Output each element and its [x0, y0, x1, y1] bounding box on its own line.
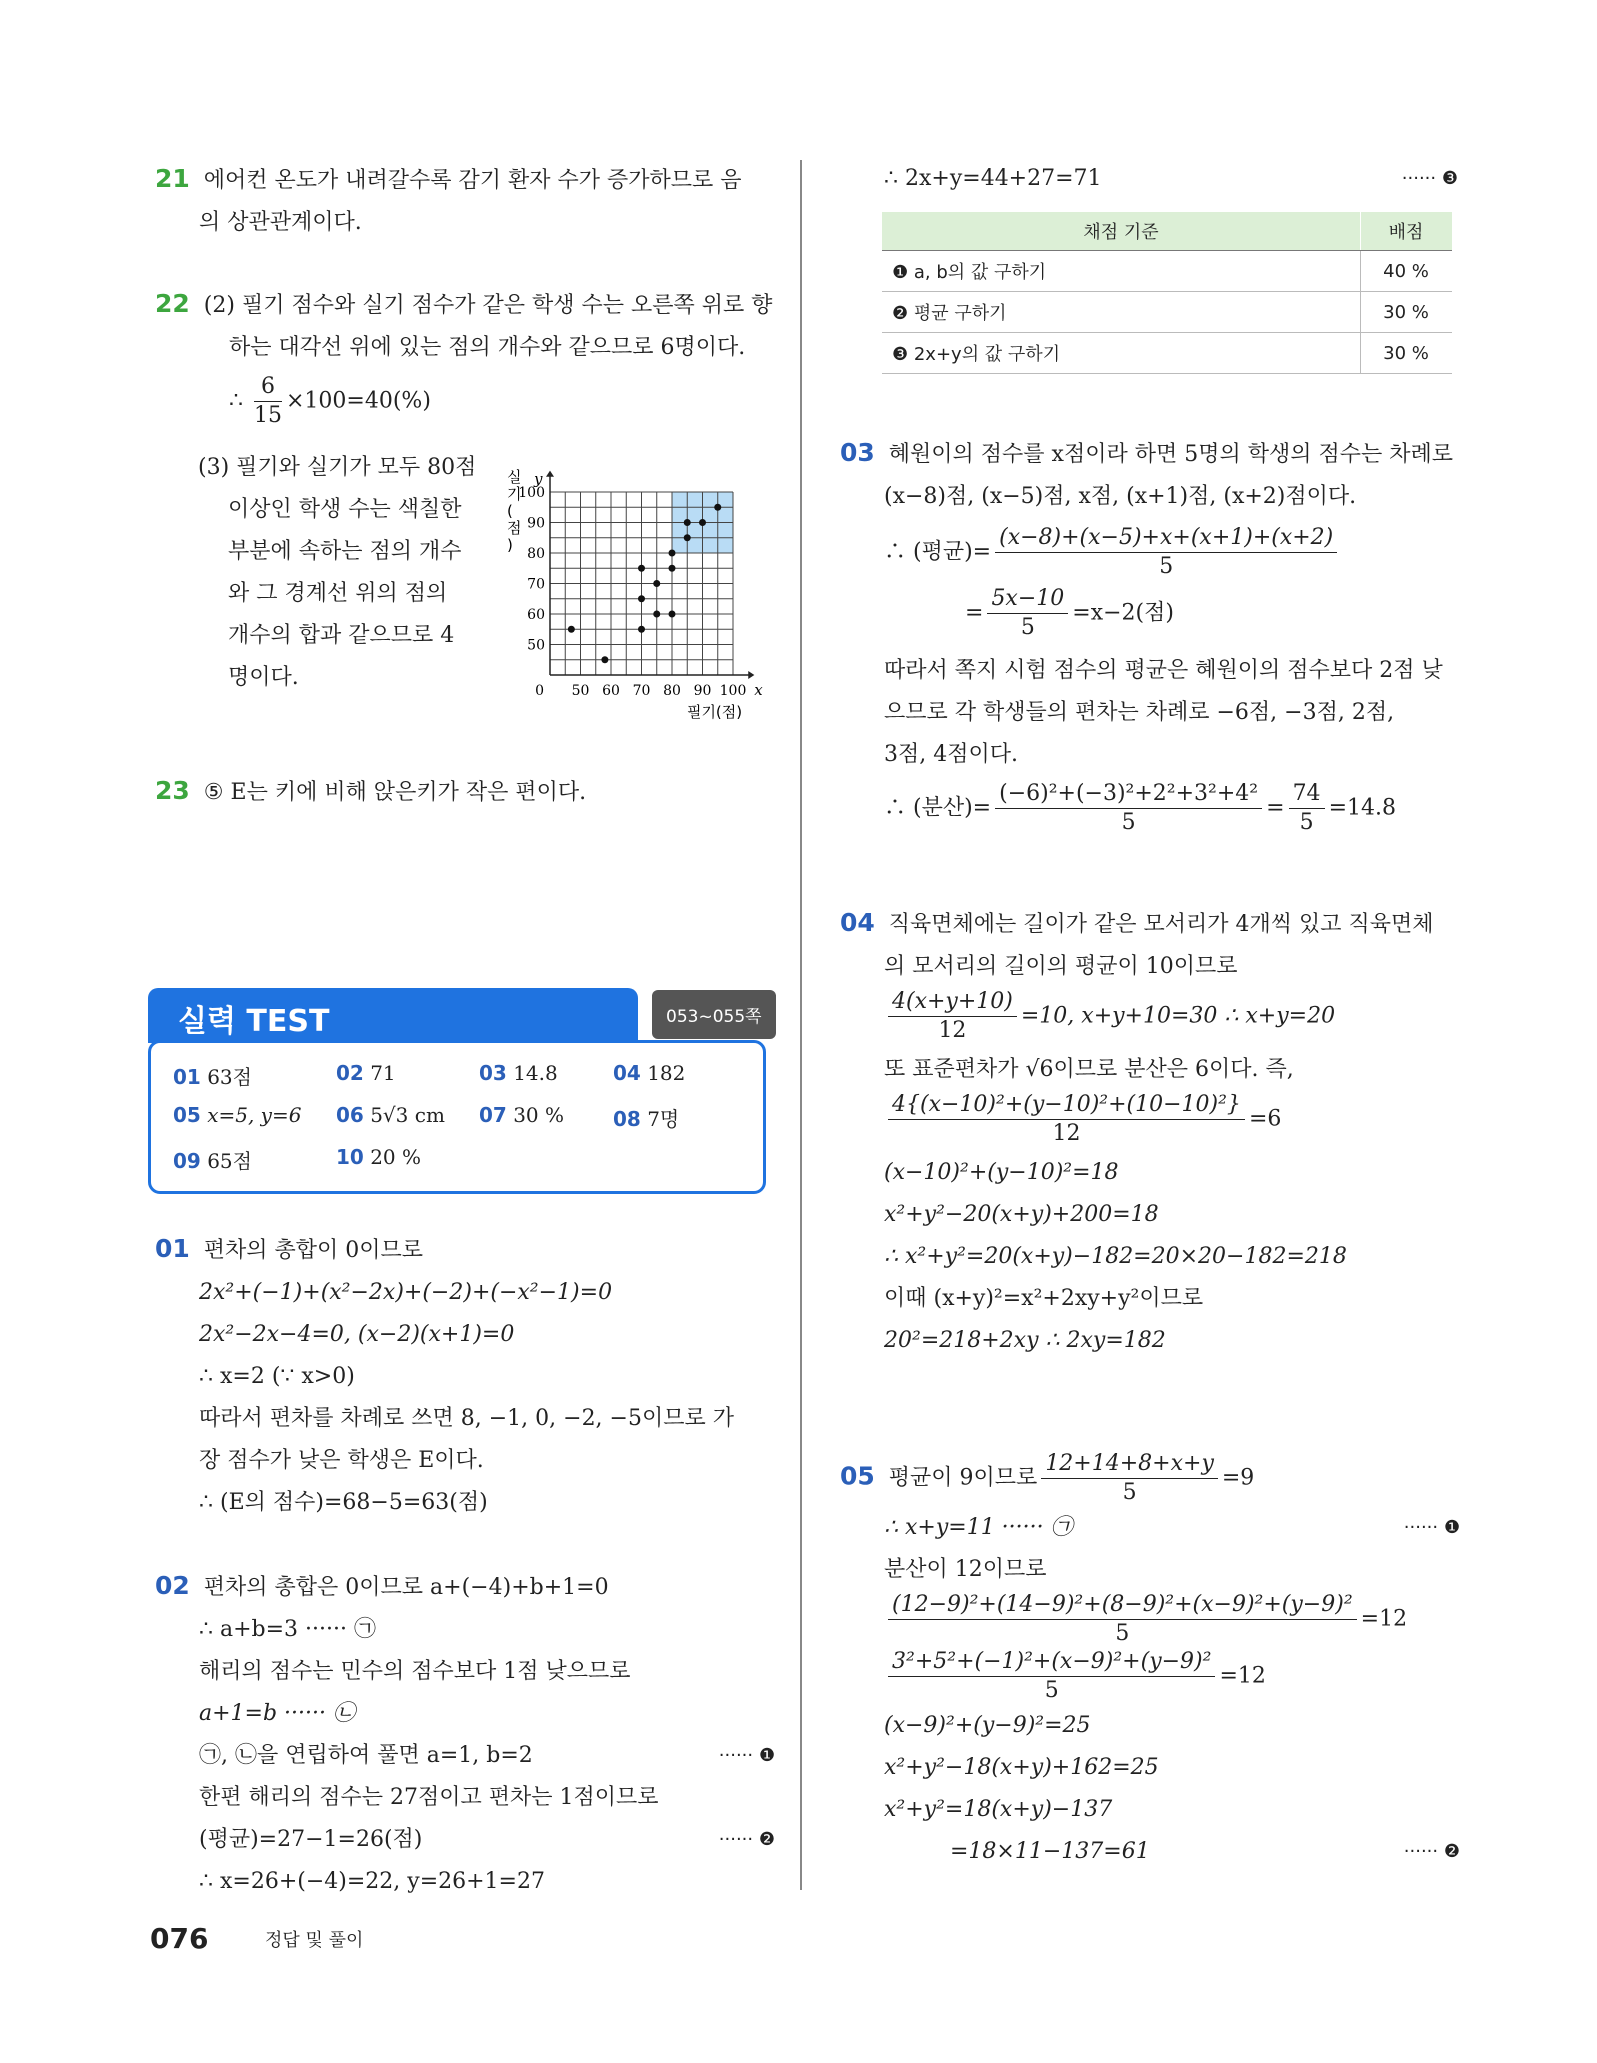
data-point: [568, 626, 575, 633]
answer-item: 05 x=5, y=6: [173, 1103, 302, 1127]
y-tick-label: 100: [518, 485, 545, 501]
formula-suffix: =6: [1248, 1106, 1282, 1132]
formula-suffix: =9: [1221, 1465, 1255, 1491]
solution-03: 03 혜원이의 점수를 x점이라 하면 5명의 학생의 점수는 차례로 (x−8)점, (x−5)점, x점, (x+1)점, (x+2)점이다. ∴ (평균)= $\frac{(x-8)+(x-5)+x+(x+1)+(x+2)}{5}$ = $\frac{5x-10}{5}$ =x−2(점) 따라서 쪽지 시험 점수의 평균은 혜원이의 점수보다 2점 낮 으므로 각 학생들의 편차는 차례로 −6점, −3점, 2점, 3점, 4점이다. ∴ (분산)= $\frac{\text{(−6)²+(−3)²+2²+3²+4²}}{5}$ = $\frac{74}{5}$ =14.8: [840, 432, 1460, 837]
text-line: x²+y²−20(x+y)+200=18: [884, 1202, 1159, 1227]
problem-number: 22: [155, 289, 190, 318]
fraction: $\frac{74}{5}$: [1289, 780, 1325, 837]
x-tick-label: 50: [571, 683, 590, 699]
text-line: (평균)=27−1=26(점): [199, 1827, 423, 1852]
answer-item: 07 30 %: [479, 1103, 565, 1127]
data-point: [638, 595, 645, 602]
y-axis-symbol: y: [534, 469, 543, 488]
text-line: 으므로 각 학생들의 편차는 차례로 −6점, −3점, 2점,: [884, 700, 1395, 725]
answer-item: 01 63점: [173, 1065, 252, 1089]
step-mark: ······ ❸: [1401, 168, 1458, 189]
table-row: ❷ 평균 구하기 30 %: [882, 292, 1452, 333]
problem-22-part3: [198, 447, 488, 699]
problem-21: [155, 158, 775, 244]
data-point: [638, 626, 645, 633]
data-point: [699, 519, 706, 526]
solution-01: [155, 1228, 775, 1524]
text-line: 한편 해리의 점수는 27점이고 편차는 1점이므로: [199, 1785, 659, 1810]
y-tick-label: 90: [527, 515, 545, 532]
text-line: ∴ 2x+y=44+27=71: [884, 166, 1102, 191]
text-line: 해리의 점수는 민수의 점수보다 1점 낮으므로: [199, 1659, 631, 1684]
data-point: [669, 565, 676, 572]
problem-22: [155, 283, 775, 430]
data-point: [653, 611, 660, 618]
step-mark: ······ ❶: [1403, 1517, 1460, 1538]
data-point: [669, 550, 676, 557]
answer-item: 04 182: [613, 1061, 686, 1085]
text-line: 3점, 4점이다.: [884, 742, 1018, 767]
formula-suffix: =10, x+y+10=30 ∴ x+y=20: [1020, 1003, 1336, 1029]
page-number: 076: [150, 1922, 209, 1955]
solution-04: [840, 902, 1460, 1362]
text-line: 이상인 학생 수는 색칠한: [228, 497, 462, 522]
text-line: 편차의 총합은 0이므로 a+(−4)+b+1=0: [203, 1575, 609, 1600]
text-line: ∴ x=26+(−4)=22, y=26+1=27: [199, 1869, 545, 1894]
step-mark: ······ ❷: [718, 1829, 775, 1850]
formula-suffix: ×100=40(%): [286, 388, 431, 414]
solution-05: [840, 1450, 1460, 1873]
text-line: (3) 필기와 실기가 모두 80점: [198, 455, 477, 480]
step-mark: ······ ❶: [718, 1745, 775, 1766]
text-line: ∴ (E의 점수)=68−5=63(점): [199, 1490, 488, 1515]
answer-item: 09 65점: [173, 1149, 252, 1173]
x-tick-label: 60: [602, 683, 620, 699]
text-line: ∴ x+y=11 ······ ㉠: [884, 1515, 1073, 1540]
test-page-range: 053~055쪽: [652, 990, 776, 1039]
answer-item: 06 5√3 cm: [336, 1103, 445, 1127]
answer-item: 10 20 %: [336, 1145, 422, 1169]
text-line: 와 그 경계선 위의 점의: [228, 581, 448, 606]
answer-item: 03 14.8: [479, 1061, 558, 1085]
text-line: (2) 필기 점수와 실기 점수가 같은 학생 수는 오른쪽 위로 향: [203, 293, 773, 318]
fraction: $\frac{(x-8)+(x-5)+x+(x+1)+(x+2)}{5}$: [995, 524, 1337, 581]
text-line: (x−10)²+(y−10)²=18: [884, 1160, 1119, 1185]
text-line: 2x²−2x−4=0, (x−2)(x+1)=0: [199, 1322, 515, 1347]
text-line: 분산이 12이므로: [884, 1557, 1047, 1582]
fraction: $\frac{5x-10}{5}$: [987, 585, 1068, 642]
data-point: [669, 611, 676, 618]
text-line: 직육면체에는 길이가 같은 모서리가 4개씩 있고 직육면체: [888, 912, 1434, 937]
y-axis-label: 실 기 ( 점 ): [507, 468, 522, 554]
text-line: 명이다.: [228, 665, 299, 690]
text-line: 혜원이의 점수를 x점이라 하면 5명의 학생의 점수는 차례로: [888, 442, 1453, 467]
test-answers-box: [148, 1040, 766, 1194]
text-line: 평균이 9이므로: [888, 1465, 1038, 1491]
formula-suffix: =12: [1219, 1663, 1266, 1689]
fraction: $\frac{\text{(12−9)²+(14−9)²+(8−9)²+(x−9)²+(y−9)²}}{5}$: [888, 1591, 1357, 1648]
text-line: 개수의 합과 같으므로 4: [228, 623, 455, 648]
text-line: 의 모서리의 길이의 평균이 10이므로: [884, 954, 1238, 979]
problem-23: [155, 770, 775, 814]
x-axis-arrow: [748, 671, 754, 679]
table-row: ❸ 2x+y의 값 구하기 30 %: [882, 333, 1452, 374]
text-line: 부분에 속하는 점의 개수: [228, 539, 462, 564]
text-line: ⑤ E는 키에 비해 앉은키가 작은 편이다.: [203, 780, 587, 805]
text-line: (x−9)²+(y−9)²=25: [884, 1713, 1091, 1738]
x-tick-label: 90: [693, 683, 712, 699]
fraction: $\frac{12+14+8+x+y}{5}$: [1041, 1450, 1218, 1507]
formula-suffix: =14.8: [1328, 795, 1396, 821]
text-line: 따라서 쪽지 시험 점수의 평균은 혜원이의 점수보다 2점 낮: [884, 658, 1443, 683]
data-point: [638, 565, 645, 572]
text-line: 의 상관관계이다.: [199, 210, 362, 235]
test-title: 실력 TEST: [178, 1004, 330, 1039]
x-tick-label: 70: [632, 683, 651, 699]
formula-suffix: =12: [1360, 1606, 1408, 1632]
text-line: =18×11−137=61: [950, 1839, 1150, 1864]
text-line: 또 표준편차가 √6이므로 분산은 6이다. 즉,: [884, 1057, 1294, 1082]
x-tick-label: 80: [663, 683, 681, 699]
test-header: [148, 988, 638, 1043]
text-line: ㉠, ㉡을 연립하여 풀면 a=1, b=2: [199, 1743, 533, 1768]
fraction: $\frac{4(x+y+10)}{12}$: [888, 988, 1017, 1045]
problem-number: 01: [155, 1234, 190, 1263]
y-tick-label: 70: [527, 576, 545, 593]
text-line: x²+y²−18(x+y)+162=25: [884, 1755, 1159, 1780]
text-line: 하는 대각선 위에 있는 점의 개수와 같으므로 6명이다.: [229, 335, 746, 360]
fraction: $\frac{\text{4\{(x−10)²+(y−10)²+(10−10)²\}}}{12}$: [888, 1091, 1245, 1148]
problem-number: 02: [155, 1571, 190, 1600]
text-line: ∴ a+b=3 ······ ㉠: [199, 1617, 376, 1642]
grading-table: [882, 212, 1452, 374]
problem-number: 04: [840, 908, 875, 937]
formula-label: ∴ (평균)=: [884, 539, 992, 565]
formula-label: ∴ (분산)=: [884, 795, 992, 821]
text-line: 이때 (x+y)²=x²+2xy+y²이므로: [884, 1286, 1204, 1311]
table-header: 채점 기준: [882, 212, 1361, 251]
fraction: $\frac{\text{3²+5²+(−1)²+(x−9)²+(y−9)²}}{5}$: [888, 1648, 1215, 1705]
x-axis-label: 필기(점): [686, 703, 743, 721]
answer-item: 02 71: [336, 1061, 396, 1085]
text-line: a+1=b ······ ㉡: [199, 1701, 356, 1726]
solution-02: [155, 1565, 775, 1903]
data-point: [684, 519, 691, 526]
problem-number: 21: [155, 164, 190, 193]
text-line: 2x²+(−1)+(x²−2x)+(−2)+(−x²−1)=0: [199, 1280, 613, 1305]
text-line: 따라서 편차를 차례로 쓰면 8, −1, 0, −2, −5이므로 가: [199, 1406, 734, 1431]
problem-number: 03: [840, 438, 875, 467]
solution-02-continued: [878, 158, 1458, 200]
text-line: (x−8)점, (x−5)점, x점, (x+1)점, (x+2)점이다.: [884, 484, 1357, 509]
column-divider: [800, 160, 802, 1890]
fraction: $\frac{\text{(−6)²+(−3)²+2²+3²+4²}}{5}$: [995, 780, 1262, 837]
data-point: [684, 534, 691, 541]
y-tick-label: 50: [527, 637, 545, 654]
scatter-plot: [495, 450, 775, 730]
formula-suffix: =x−2(점): [1072, 600, 1174, 626]
text-line: 에어컨 온도가 내려갈수록 감기 환자 수가 증가하므로 음: [203, 168, 742, 193]
x-tick-label: 100: [719, 683, 747, 699]
text-line: 20²=218+2xy ∴ 2xy=182: [884, 1328, 1166, 1353]
step-mark: ······ ❷: [1403, 1841, 1460, 1862]
text-line: ∴ x²+y²=20(x+y)−182=20×20−182=218: [884, 1244, 1347, 1269]
table-header: 배점: [1361, 212, 1453, 251]
text-line: x²+y²=18(x+y)−137: [884, 1797, 1113, 1822]
y-axis-arrow: [546, 471, 554, 477]
problem-number: 23: [155, 776, 190, 805]
data-point: [601, 656, 608, 663]
origin-label: 0: [535, 683, 544, 699]
x-axis-symbol: x: [754, 681, 763, 699]
y-tick-label: 80: [527, 546, 545, 562]
problem-number: 05: [840, 1461, 875, 1491]
fraction: $\frac{6}{15}$: [254, 374, 282, 428]
table-row: ❶ a, b의 값 구하기 40 %: [882, 251, 1452, 292]
data-point: [653, 580, 660, 587]
text-line: 장 점수가 낮은 학생은 E이다.: [199, 1448, 484, 1473]
data-point: [714, 504, 721, 511]
text-line: 편차의 총합이 0이므로: [203, 1238, 424, 1263]
answer-item: 08 7명: [613, 1107, 680, 1131]
footer-label: 정답 및 풀이: [265, 1930, 364, 1951]
y-tick-label: 60: [527, 607, 545, 623]
formula-prefix: ∴: [229, 388, 243, 414]
text-line: ∴ x=2 (∵ x>0): [199, 1364, 355, 1389]
